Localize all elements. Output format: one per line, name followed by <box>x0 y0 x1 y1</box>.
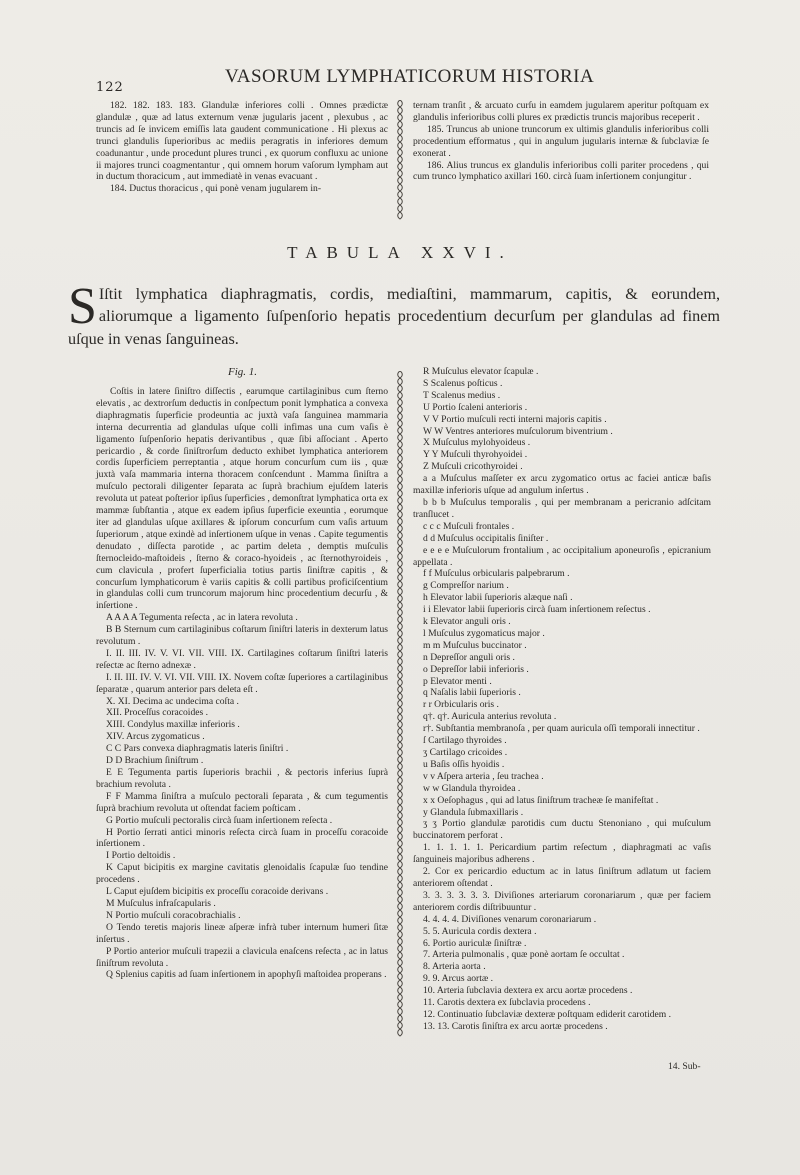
legend-entry: 12. Continuatio ſubclaviæ dexteræ poſtquam ediderit carotidem . <box>423 1008 672 1020</box>
paragraph: Coſtis in latere ſiniſtro diſſectis , earumque cartilaginibus cum ſterno elevatis , ac dextrorſum deductis in conſpectum ponit lymphatica a convexa diaphragmatis ſuperficie prodeuntia ac juxtà vaſa ſanguinea mammaria interna decurrentia ad glandulas uſque colli infimas una cum vaſis è ligamento ſuſpenſorio hepatis derivantibus , quæ ſibi aſſociant . Aperto pericardio , & corde ſiniſtrorſum deducto exhibet lymphatica anteriorem cordis ſuperficiem perreptantia , atque horum concurſum cum iis , quæ juxtà vaſa mammaria interna thoracem conſcendunt . Mamma ſiniſtra a muſculo pectorali diligenter ſeparata ac ſuprà brachium ejuſdem lateris revoluta ut pateat poſterior ipſius ſuperficies , demonſtrat lymphatica orta ex mammæ ſubſtantia , atque ex eadem ipſius ſuperficie exeuntia , eorumque iter ad glandulas uſque axillares & ipſorum concurſum cum vaſis artuum ſuperiorum , atque exindè ad inſertionem uſque in venas . Capite tegumentis denudato , diſſecta parotide , ac partim deleta , demptis muſculis ſternocleido-maſtoideis , ſterno & coraco-hyoideis , ac ſternothyroideis , cum clavicula , profert ſuperficialia totius partis ſiniſtræ capitis , & concurſum lymphaticorum è variis capitis & colli partibus proficiſcentium in glandulas colli cum truncorum majorum hinc procedentium decurſu , & inſertione . <box>96 386 388 612</box>
legend-entry: D D Brachium ſiniſtrum . <box>106 755 204 767</box>
paragraph: 184. Ductus thoracicus , qui ponè venam jugularem in- <box>110 183 322 195</box>
figure-label: Fig. 1. <box>228 366 258 378</box>
legend-entry: w w Glandula thyroidea . <box>423 782 521 794</box>
legend-entry: Y Y Muſculi thyrohyoidei . <box>423 449 528 461</box>
legend-entry: f f Muſculus orbicularis palpebrarum . <box>423 568 570 580</box>
page-number: 122 <box>96 80 124 95</box>
legend-entry: 6. Portio auriculæ ſiniſtræ . <box>423 937 527 949</box>
legend-entry: Q Splenius capitis ad ſuam inſertionem in apophyſi maſtoidea properans . <box>106 969 387 981</box>
legend-entry: Z Muſculi cricothyroidei . <box>423 461 523 473</box>
drop-cap: S <box>68 278 97 335</box>
plate-introduction <box>68 278 720 350</box>
plate-title: TABULA XXVI. <box>287 243 513 262</box>
legend-entry: X Muſculus mylohyoideus . <box>423 437 531 449</box>
legend-entry: A A A A Tegumenta reſecta , ac in latera revoluta . <box>106 612 298 624</box>
paragraph: 185. Truncus ab unione truncorum ex ultimis glandulis inferioribus colli procedentium efformatus , qui in angulum jugularis internæ & ſubclaviæ ſe exonerat . <box>413 123 709 159</box>
bottom-right-column <box>413 366 711 1033</box>
legend-entry: 2. Cor ex pericardio eductum ac in latus ſiniſtrum adlatum ut faciem anteriorem oſtendat . <box>413 866 711 889</box>
legend-entry: R Muſculus elevator ſcapulæ . <box>423 366 539 377</box>
legend-entry: T Scalenus medius . <box>423 389 501 401</box>
legend-entry: p Elevator menti . <box>423 675 492 687</box>
column-ornament <box>396 100 404 222</box>
legend-entry: K Caput bicipitis ex margine cavitatis glenoidalis ſcapulæ ſuo tendine procedens . <box>96 862 388 886</box>
paragraph: ternam tranſit , & arcuato curſu in eamdem jugularem aperitur poſtquam ex glandulis inferioribus colli plures ex prædictis truncis majoribus receperit . <box>413 100 709 123</box>
legend-entry: m m Muſculus buccinator . <box>423 639 527 651</box>
legend-entry: 3. 3. 3. 3. 3. 3. Diviſiones arteriarum coronariarum , quæ per faciem anteriorem cordis diſtribuuntur . <box>413 889 711 913</box>
legend-entry: G Portio muſculi pectoralis circà ſuam inſertionem reſecta . <box>106 814 333 826</box>
legend-entry: i i Elevator labii ſuperioris circà ſuam inſertionem reſectus . <box>423 604 651 616</box>
legend-entry: 4. 4. 4. 4. Diviſiones venarum coronariarum . <box>423 913 597 925</box>
legend-entry: S Scalenus poſticus . <box>423 377 503 389</box>
legend-entry: 9. 9. Arcus aortæ . <box>423 973 494 985</box>
legend-entry: 5. 5. Auricula cordis dextera . <box>423 925 537 937</box>
legend-entry: X. XI. Decima ac undecima coſta . <box>106 695 239 707</box>
legend-entry: c c c Muſculi frontales . <box>423 520 515 532</box>
legend-entry: N Portio muſculi coracobrachialis . <box>106 909 241 921</box>
legend-entry: ſ Cartilago thyroides . <box>423 735 507 747</box>
top-left-column <box>96 100 388 195</box>
legend-entry: o Depreſſor labii inferioris . <box>423 663 529 675</box>
legend-entry: 1. 1. 1. 1. 1. Pericardium partim reſectum , diaphragmati ac vaſis ſanguineis majoribus adherens . <box>413 842 711 866</box>
legend-entry: g Compreſſor narium . <box>423 580 509 592</box>
legend-entry: e e e e Muſculorum frontalium , ac occipitalium aponeuroſis , epicranium appellata . <box>413 544 711 568</box>
legend-entry: I. II. III. IV. V. VI. VII. VIII. IX. Cartilagines coſtarum ſiniſtri lateris reſectæ ac ſterno adnexæ . <box>96 647 388 671</box>
legend-entry: I Portio deltoidis . <box>106 850 176 862</box>
legend-entry: q†. q†. Auricula anterius revoluta . <box>423 711 557 723</box>
legend-entry: 8. Arteria aorta . <box>423 961 486 973</box>
legend-entry: E E Tegumenta partis ſuperioris brachii , & pectoris inferius ſuprà brachium revoluta . <box>96 767 388 790</box>
legend-entry: ʒ ʒ Portio glandulæ parotidis cum ductu Stenoniano , qui muſculum buccinatorem perforat . <box>413 818 711 842</box>
legend-entry: C C Pars convexa diaphragmatis lateris ſiniſtri . <box>106 743 289 755</box>
legend-entry: XII. Proceſſus coracoides . <box>106 707 209 719</box>
paragraph: 186. Alius truncus ex glandulis inferioribus colli pariter procedens , qui cum trunco lymphatico axillari 160. circà ſuam inſertionem conjungitur . <box>413 159 709 183</box>
legend-entry: L Caput ejuſdem bicipitis ex proceſſu coracoide derivans . <box>106 886 329 898</box>
legend-entry: r†. Subſtantia membranoſa , per quam auricula oſſi temporali innectitur . <box>423 723 700 735</box>
legend-entry: d d Muſculus occipitalis ſiniſter . <box>423 532 549 544</box>
legend-entry: O Tendo teretis majoris lineæ aſperæ infrà tuber internum humeri ſitæ inſertus . <box>96 921 388 945</box>
legend-entry: a a Muſculus maſſeter ex arcu zygomatico ortus ac faciei anticæ baſis maxillæ inferioris uſque ad angulum inſertus . <box>413 473 711 497</box>
legend-entry: u Baſis oſſis hyoidis . <box>423 758 505 770</box>
legend-entry: r r Orbicularis oris . <box>423 699 499 711</box>
intro-text: Iſtit lymphatica diaphragmatis, cordis, mediaſtini, mammarum, capitis, & eorundem, aliorumque a ligamento ſuſpenſorio hepatis procedentium decurſum per glandulas ad finem uſque in venas ſanguineas. <box>68 285 720 348</box>
legend-entry: x x Oeſophagus , qui ad latus ſiniſtrum tracheæ ſe manifeſtat . <box>423 794 659 806</box>
legend-entry: B B Sternum cum cartilaginibus coſtarum ſiniſtri lateris in dexterum latus revolutum . <box>96 624 388 648</box>
running-title: VASORUM LYMPHATICORUM HISTORIA <box>225 66 595 87</box>
legend-entry: q Naſalis labii ſuperioris . <box>423 687 521 699</box>
legend-entry: U Portio ſcaleni anterioris . <box>423 401 528 413</box>
legend-entry: XIII. Condylus maxillæ inferioris . <box>106 719 240 731</box>
legend-entry: H Portio ſerrati antici minoris reſecta circà ſuam in proceſſu coracoide inſertionem . <box>96 826 388 850</box>
legend-entry: 10. Arteria ſubclavia dextera ex arcu aortæ procedens . <box>423 985 633 997</box>
legend-entry: k Elevator anguli oris . <box>423 616 511 628</box>
legend-entry: 7. Arteria pulmonalis , quæ ponè aortam ſe occultat . <box>423 949 625 961</box>
bottom-left-column <box>96 386 388 981</box>
legend-entry: 13. 13. Carotis ſiniſtra ex arcu aortæ procedens . <box>423 1020 608 1032</box>
legend-entry: h Elevator labii ſuperioris alæque naſi . <box>423 592 573 604</box>
column-ornament <box>396 371 404 1041</box>
legend-entry: l Muſculus zygomaticus major . <box>423 627 545 639</box>
legend-entry: n Depreſſor anguli oris . <box>423 651 515 663</box>
legend-entry: b b b Muſculus temporalis , qui per membranam a pericranio adſcitam tranſlucet . <box>413 496 711 520</box>
legend-entry: XIV. Arcus zygomaticus . <box>106 731 205 743</box>
catchword: 14. Sub- <box>668 1061 701 1072</box>
legend-entry: V V Portio muſculi recti interni majoris capitis . <box>423 413 607 425</box>
legend-entry: v v Aſpera arteria , ſeu trachea . <box>423 770 544 782</box>
legend-entry: F F Mamma ſiniſtra a muſculo pectorali ſeparata , & cum tegumentis ſuprà brachium revoluta ut oſtendat faciem poſticam . <box>96 790 388 814</box>
legend-entry: y Glandula ſubmaxillaris . <box>423 806 524 818</box>
paragraph: 182. 182. 183. 183. Glandulæ inferiores colli . Omnes prædictæ glandulæ , quæ ad latus externum venæ jugularis jacent , plexubus , ac truncis ad ſe invicem emiſſis lata gaudent communicatione . Hi plexus ac trunci glandulis ſuperioribus ac mediis peragratis in inferiores demum coadunantur , unde procedunt plures trunci , ex quorum confluxu ac unione ii majores trunci coagmentantur , qui omnem horum vaſorum lympham aut in ductum thoracicum , aut immediatè in venas evacuant . <box>96 100 388 183</box>
legend-entry: W W Ventres anteriores muſculorum biventrium . <box>423 425 613 437</box>
legend-entry: ʒ Cartilago cricoides . <box>423 747 508 758</box>
legend-entry: I. II. III. IV. V. VI. VII. VIII. IX. Novem coſtæ ſuperiores a cartilaginibus ſeparatæ , quarum anterior pars deleta eſt . <box>96 671 388 695</box>
legend-entry: P Portio anterior muſculi trapezii a clavicula enaſcens reſecta , ac in latus ſiniſtrum revoluta . <box>96 945 388 969</box>
legend-entry: 11. Carotis dextera ex ſubclavia procedens . <box>423 997 591 1009</box>
legend-entry: M Muſculus infraſcapularis . <box>106 897 216 909</box>
top-right-column <box>413 100 709 183</box>
